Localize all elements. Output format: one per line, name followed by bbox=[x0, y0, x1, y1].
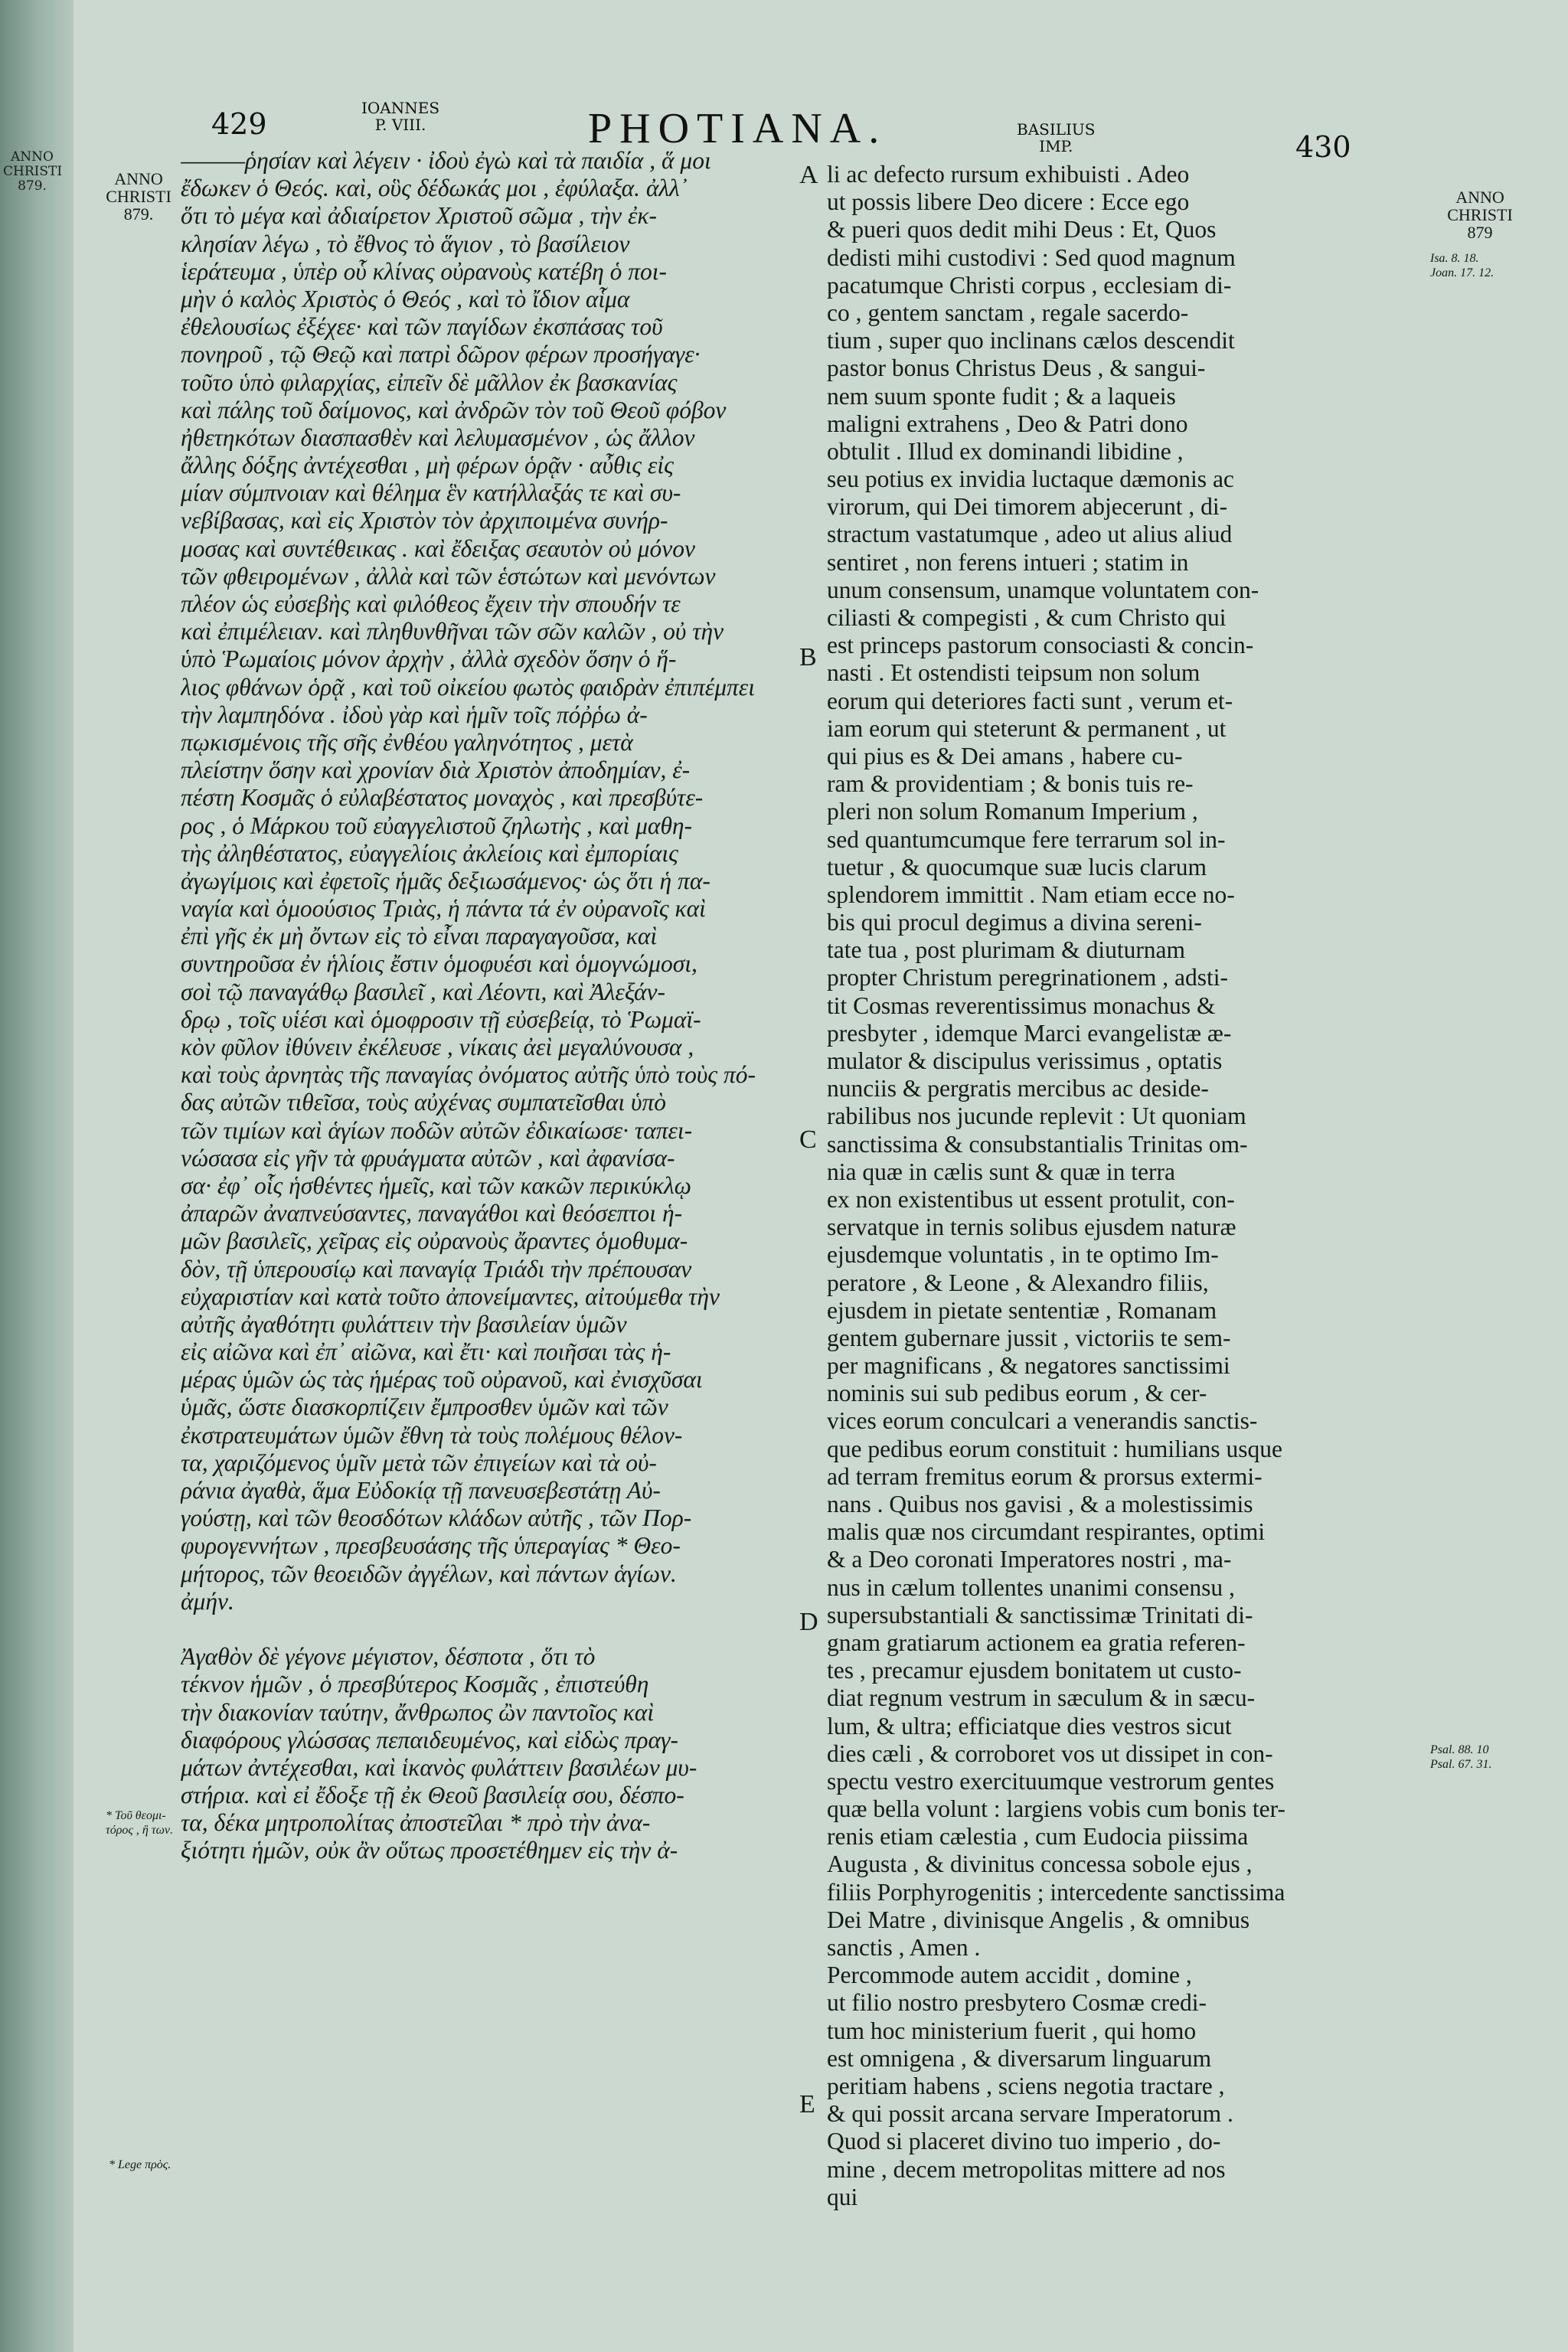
latin-text-line: nans . Quibus nos gavisi , & a molestissimis bbox=[827, 1491, 1253, 1517]
greek-text-line: ρος , ὁ Μάρκου τοῦ εὐαγγελιστοῦ ζηλωτὴς , καὶ μαθη- bbox=[181, 812, 693, 839]
greek-text-line: τὴς ἀληθέστατος, εὐαγγελίοις ἀκλείοις καὶ ἐμπορίαις bbox=[181, 839, 678, 867]
right-page-number: 430 bbox=[1295, 130, 1351, 164]
latin-text-line: spectu vestro exercituumque vestrorum gentes bbox=[827, 1767, 1275, 1795]
greek-text-line: συντηροῦσα ἐν ἡλίοις ἔστιν ὁμοφυέσι καὶ ὁμογνώμοσι, bbox=[181, 950, 697, 978]
note-line: τόρος , ἢ των. bbox=[106, 1824, 173, 1837]
latin-text-line: pastor bonus Christus Deus , & sangui- bbox=[827, 354, 1206, 382]
left-running-head bbox=[361, 100, 439, 133]
latin-text-line: li ac defecto rursum exhibuisti . Adeo bbox=[827, 161, 1190, 188]
latin-text-line: rabilibus nos jucunde replevit : Ut quoniam bbox=[827, 1102, 1246, 1130]
latin-text-line: sed quantumcumque fere terrarum sol in- bbox=[827, 825, 1226, 853]
latin-text-line: sanctissima & consubstantialis Trinitas om- bbox=[827, 1130, 1248, 1158]
greek-text-line: λιος φθάνων ὁρᾷ , καὶ τοῦ οἰκείου φωτὸς φαιδρὰν ἐπιπέμπει bbox=[181, 673, 755, 701]
greek-text-line: πέστη Κοσμᾶς ὁ εὐλαβέστατος μοναχὸς , καὶ πρεσβύτε- bbox=[181, 784, 704, 812]
latin-text-line: unum consensum, unamque voluntatem con- bbox=[827, 576, 1259, 603]
page-title: PHOTIANA. bbox=[588, 105, 887, 152]
ref-line: Isa. 8. 18. bbox=[1430, 252, 1479, 265]
latin-text-line: ex non existentibus ut essent protulit, con- bbox=[827, 1185, 1235, 1213]
latin-text-line: peritiam habens , sciens negotia tractare , bbox=[827, 2072, 1225, 2099]
latin-text-line: tium , super quo inclinans cælos descendit bbox=[827, 327, 1235, 354]
anno-line: ANNO bbox=[1455, 188, 1504, 207]
greek-text-line: ἀπαρῶν ἀναπνεύσαντες, παναγάθοι καὶ θεόσεπτοι ἡ- bbox=[181, 1200, 683, 1227]
greek-text-line: ἔδωκεν ὁ Θεός. καὶ, οὓς δέδωκάς μοι , ἐφύλαξα. ἀλλ᾿ bbox=[181, 175, 688, 202]
right-running-head bbox=[1017, 121, 1095, 155]
greek-text-line: πλείστην ὅσην καὶ χρονίαν διὰ Χριστὸν ἀποδημίαν, ἐ- bbox=[181, 756, 691, 784]
greek-text-line: νεβίβασας, καὶ εἰς Χριστὸν τὸν ἀρχιποιμένα συνήρ- bbox=[181, 507, 668, 534]
left-margin-note-2: * Lege πρὸς. bbox=[109, 2158, 172, 2171]
latin-text-line: seu potius ex invidia luctaque dæmonis ac bbox=[827, 466, 1234, 493]
latin-text-line: qui bbox=[827, 2183, 858, 2210]
greek-text-line: τοῦτο ὑπὸ φιλαρχίας, εἰπεῖν δὲ μᾶλλον ἐκ βασκανίας bbox=[181, 368, 678, 396]
greek-text-line: ———ῥησίαν καὶ λέγειν · ἰδοὺ ἐγὼ καὶ τὰ παιδία , ἅ μοι bbox=[181, 147, 711, 174]
latin-text-line: vices eorum conculcari a venerandis sanctis- bbox=[827, 1407, 1258, 1435]
latin-text-line: stractum vastatumque , adeo ut alius aliud bbox=[827, 521, 1233, 548]
latin-text-line: ejusdem in pietate sententiæ , Romanam bbox=[827, 1296, 1217, 1324]
latin-text-line: ut possis libere Deo dicere : Ecce ego bbox=[827, 188, 1190, 216]
right-margin-ref-1 bbox=[1430, 251, 1537, 280]
greek-text-line: ξιότητι ἡμῶν, οὐκ ἂν οὕτως προσετέθημεν εἰς τὴν ἀ- bbox=[181, 1837, 678, 1864]
greek-text-line: ἀμήν. bbox=[181, 1587, 234, 1615]
latin-text-line: sanctis , Amen . bbox=[827, 1934, 981, 1961]
greek-text-line: αὐτῆς ἀγαθότητι φυλάττειν τὴν βασιλείαν ὑμῶν bbox=[181, 1310, 627, 1338]
greek-text-line: πλέον ὡς εὐσεβὴς καὶ φιλόθεος ἔχειν τὴν σπουδήν τε bbox=[181, 590, 681, 617]
latin-text-line: bis qui procul degimus a divina sereni- bbox=[827, 909, 1202, 936]
ref-line: Psal. 88. 10 bbox=[1430, 1743, 1489, 1756]
prev-page-margin-anno bbox=[3, 150, 61, 194]
latin-text-line: tum hoc ministerium fuerit , qui homo bbox=[827, 2017, 1197, 2044]
latin-text-line: per magnificans , & negatores sanctissimi bbox=[827, 1352, 1230, 1380]
greek-text-line: ράνια ἀγαθὰ, ἅμα Εὐδοκίᾳ τῇ πανευσεβεστάτῃ Αὐ- bbox=[181, 1477, 661, 1504]
note-line: * Τοῦ θεομι- bbox=[106, 1809, 166, 1822]
latin-text-line: ciliasti & compegisti , & cum Christo qui bbox=[827, 604, 1227, 631]
latin-text-line: pleri non solum Romanum Imperium , bbox=[827, 798, 1198, 825]
latin-text-line: Percommode autem accidit , domine , bbox=[827, 1962, 1192, 1989]
greek-text-line: μίαν σύμπνοιαν καὶ θέλημα ἓν κατήλλαξάς τε καὶ συ- bbox=[181, 479, 681, 507]
greek-text-line: ἄλλης δόξης ἀντέχεσθαι , μὴ φέρων ὁρᾷν · αὖθις εἰς bbox=[181, 452, 674, 479]
latin-text-line: servatque in ternis solibus ejusdem naturæ bbox=[827, 1214, 1236, 1241]
section-letter: C bbox=[799, 1125, 817, 1154]
latin-text-line: virorum, qui Dei timorem abjecerunt , di- bbox=[827, 493, 1228, 521]
greek-text-line: τῶν τιμίων καὶ ἁγίων ποδῶν αὐτῶν ἐδικαίωσε· ταπει- bbox=[181, 1116, 693, 1144]
running-head-line: BASILIUS bbox=[1017, 120, 1096, 139]
greek-text-line: τῶν φθειρομένων , ἀλλὰ καὶ τῶν ἑστώτων καὶ μενόντων bbox=[181, 562, 716, 590]
latin-text-line: diat regnum vestrum in sæculum & in sæcu- bbox=[827, 1684, 1256, 1712]
latin-text-line: obtulit . Illud ex dominandi libidine , bbox=[827, 437, 1184, 465]
greek-text-line: μέρας ὑμῶν ὡς τὰς ἡμέρας τοῦ οὐρανοῦ, καὶ ἐνισχῦσαι bbox=[181, 1366, 703, 1393]
latin-text-line: ad terram fremitus eorum & prorsus extermi- bbox=[827, 1462, 1263, 1490]
latin-text-line: nasti . Et ostendisti teipsum non solum bbox=[827, 659, 1200, 687]
greek-text-line: εὐχαριστίαν καὶ κατὰ τοῦτο ἀπονείμαντες, αἰτούμεθα τὴν bbox=[181, 1282, 720, 1310]
greek-text-line: ἱεράτευμα , ὑπὲρ οὗ κλίνας οὐρανοὺς κατέβη ὁ ποι- bbox=[181, 257, 667, 285]
latin-text-line: filiis Porphyrogenitis ; intercedente sanctissima bbox=[827, 1878, 1285, 1906]
latin-text-line: maligni extrahens , Deo & Patri dono bbox=[827, 410, 1188, 437]
anno-line: ANNO bbox=[114, 169, 163, 188]
latin-text-line: ejusdemque voluntatis , in te optimo Im- bbox=[827, 1241, 1219, 1269]
greek-text-line: μὴν ὁ καλὸς Χριστὸς ὁ Θεός , καὶ τὸ ἴδιον αἷμα bbox=[181, 285, 630, 312]
greek-text-line: ἐπὶ γῆς ἐκ μὴ ὄντων εἰς τὸ εἶναι παραγαγοῦσα, καὶ bbox=[181, 923, 658, 950]
prev-anno-line: CHRISTI bbox=[3, 164, 63, 179]
latin-text-line: iam eorum qui steterunt & permanent , ut bbox=[827, 714, 1227, 742]
greek-text-line: ἐκστρατευμάτων ὑμῶν ἔθνη τὰ τοὺς πολέμους θέλον- bbox=[181, 1421, 683, 1449]
greek-text-line: μῶν βασιλεῖς, χεῖρας εἰς οὐρανοὺς ἄραντες ὁμοθυμα- bbox=[181, 1227, 688, 1255]
book-page bbox=[74, 0, 1568, 2352]
anno-line: 879. bbox=[123, 204, 154, 224]
latin-text-line: peratore , & Leone , & Alexandro filiis, bbox=[827, 1269, 1209, 1296]
latin-text-line: nominis sui sub pedibus eorum , & cer- bbox=[827, 1380, 1207, 1407]
greek-text-line: δρῳ , τοῖς υἱέσι καὶ ὁμοφροσιν τῇ εὐσεβείᾳ, τὸ Ῥωμαϊ- bbox=[181, 1005, 701, 1033]
prev-anno-line: ANNO bbox=[11, 149, 54, 165]
latin-text-line: nem suum sponte fudit ; & a laqueis bbox=[827, 382, 1176, 410]
anno-line: 879 bbox=[1467, 223, 1493, 242]
greek-text-line: τὴν διακονίαν ταύτην, ἄνθρωπος ὢν παντοῖος καὶ bbox=[181, 1698, 655, 1726]
section-letter: E bbox=[799, 2089, 815, 2118]
greek-text-line: σοὶ τῷ παναγάθῳ βασιλεῖ , καὶ Λέοντι, καὶ Ἀλεξάν- bbox=[181, 978, 666, 1005]
greek-text-line: κλησίαν λέγω , τὸ ἔθνος τὸ ἅγιον , τὸ βασίλειον bbox=[181, 230, 630, 257]
latin-text-line: ram & providentiam ; & bonis tuis re- bbox=[827, 770, 1194, 798]
anno-line: CHRISTI bbox=[106, 187, 172, 206]
greek-text-line: δὸν, τῇ ὑπερουσίῳ καὶ παναγίᾳ Τριάδι τὴν πρέπουσαν bbox=[181, 1255, 692, 1282]
latin-text-line: tit Cosmas reverentissimus monachus & bbox=[827, 991, 1216, 1019]
greek-text-column bbox=[181, 147, 854, 1865]
latin-text-line: pacatumque Christi corpus , ecclesiam di- bbox=[827, 271, 1232, 299]
latin-text-line: tes , precamur ejusdem bonitatem ut custo- bbox=[827, 1657, 1242, 1684]
greek-text-line: τα, δέκα μητροπολίτας ἀποστεῖλαι * πρὸ τὴν ἀνα- bbox=[181, 1809, 651, 1837]
latin-text-line: & a Deo coronati Imperatores nostri , ma- bbox=[827, 1546, 1232, 1573]
greek-text-line: ἐθελουσίως ἐξέχεε· καὶ τῶν παγίδων ἐκσπάσας τοῦ bbox=[181, 313, 663, 341]
left-margin-anno bbox=[96, 170, 181, 223]
latin-text-line: lum, & ultra; efficiatque dies vestros sicut bbox=[827, 1712, 1232, 1740]
latin-text-line: & pueri quos dedit mihi Deus : Et, Quos bbox=[827, 216, 1217, 243]
latin-text-line: dies cæli , & corroboret vos ut dissipet in con- bbox=[827, 1740, 1273, 1767]
paragraph-gap bbox=[181, 1615, 854, 1643]
greek-text-line: σα· ἐφ᾿ οἷς ἡσθέντες ἡμεῖς, καὶ τῶν κακῶν περικύκλῳ bbox=[181, 1171, 691, 1199]
greek-text-line: καὶ πάλης τοῦ δαίμονος, καὶ ἀνδρῶν τὸν τοῦ Θεοῦ φόβον bbox=[181, 396, 727, 423]
latin-text-line: nia quæ in cælis sunt & quæ in terra bbox=[827, 1158, 1175, 1185]
right-margin-ref-2 bbox=[1430, 1743, 1537, 1772]
latin-text-line: eorum qui deteriores facti sunt , verum et- bbox=[827, 687, 1233, 714]
greek-text-line: δας αὐτῶν τιθεῖσα, τοὺς αὐχένας συμπατεῖσθαι ὑπὸ bbox=[181, 1089, 666, 1116]
latin-text-line: nunciis & pergratis mercibus ac deside- bbox=[827, 1075, 1209, 1102]
greek-text-line: ὑμᾶς, ὥστε διασκορπίζειν ἔμπροσθεν ὑμῶν καὶ τῶν bbox=[181, 1393, 668, 1421]
running-head-line: P. VIII. bbox=[374, 116, 426, 134]
section-letter: B bbox=[799, 642, 817, 671]
latin-text-line: tuetur , & quocumque suæ lucis clarum bbox=[827, 853, 1207, 880]
latin-text-line: supersubstantiali & sanctissimæ Trinitati di- bbox=[827, 1601, 1253, 1628]
left-page-number: 429 bbox=[211, 107, 267, 141]
greek-text-line: κὸν φῦλον ἰθύνειν ἐκέλευσε , νίκαις ἀεὶ μεγαλύνουσα , bbox=[181, 1034, 694, 1060]
latin-text-line: Augusta , & divinitus concessa sobole ejus , bbox=[827, 1851, 1253, 1878]
greek-text-line: καὶ τοὺς ἀρνητὰς τῆς παναγίας ὀνόματος αὐτῆς ὑπὸ τοὺς πό- bbox=[181, 1061, 756, 1089]
greek-text-line: πῳκισμένοις τῆς σῆς ἐνθέου γαληνότητος , μετὰ bbox=[181, 728, 633, 756]
latin-text-line: Quod si placeret divino tuo imperio , do- bbox=[827, 2128, 1221, 2155]
latin-text-line: gnam gratiarum actionem ea gratia referen- bbox=[827, 1628, 1246, 1656]
running-head-line: IOANNES bbox=[361, 99, 440, 117]
left-page-edge bbox=[0, 0, 74, 2352]
greek-text-line: ἀγωγίμοις καὶ ἐφετοῖς ἡμᾶς δεξιωσάμενος· ὡς ὅτι ἡ πα- bbox=[181, 867, 710, 894]
greek-text-line: μοσας καὶ συντέθεικας . καὶ ἔδειξας σεαυτὸν οὐ μόνον bbox=[181, 534, 695, 562]
greek-text-line: νώσασα εἰς γῆν τὰ φρυάγματα αὐτῶν , καὶ ἀφανίσα- bbox=[181, 1144, 675, 1171]
greek-text-line: γούστῃ, καὶ τῶν θεοσδότων κλάδων αὐτῆς , τῶν Πορ- bbox=[181, 1504, 692, 1532]
greek-text-line: ὅτι τὸ μέγα καὶ ἀδιαίρετον Χριστοῦ σῶμα , τὴν ἐκ- bbox=[181, 202, 658, 230]
greek-text-line: τέκνον ἡμῶν , ὁ πρεσβύτερος Κοσμᾶς , ἐπιστεύθη bbox=[181, 1671, 649, 1698]
latin-text-line: dedisti mihi custodivi : Sed quod magnum bbox=[827, 243, 1236, 271]
greek-text-line: διαφόρους γλώσσας πεπαιδευμένος, καὶ εἰδὼς πραγ- bbox=[181, 1726, 678, 1753]
greek-text-line: μήτορος, τῶν θεοειδῶν ἀγγέλων, καὶ πάντων ἁγίων. bbox=[181, 1560, 677, 1587]
latin-text-line: est princeps pastorum consociasti & concin- bbox=[827, 632, 1254, 659]
latin-text-line: co , gentem sanctam , regale sacerdo- bbox=[827, 299, 1189, 326]
latin-text-line: malis quæ nos circumdant respirantes, optimi bbox=[827, 1518, 1266, 1546]
greek-text-line: ὑπὸ Ῥωμαίοις μόνον ἀρχὴν , ἀλλὰ σχεδὸν ὅσην ὁ ἥ- bbox=[181, 645, 677, 673]
latin-text-line: Dei Matre , divinisque Angelis , & omnibus bbox=[827, 1906, 1250, 1933]
greek-text-line: ναγία καὶ ὁμοούσιος Τριὰς, ἡ πάντα τά ἐν οὐρανοῖς καὶ bbox=[181, 895, 706, 923]
latin-text-line: renis etiam cælestia , cum Eudocia piissima bbox=[827, 1823, 1249, 1851]
ref-line: Joan. 17. 12. bbox=[1430, 266, 1494, 279]
section-letter: D bbox=[799, 1607, 818, 1636]
prev-anno-line: 879. bbox=[18, 178, 47, 194]
latin-text-line: propter Christum peregrinationem , adsti- bbox=[827, 964, 1228, 991]
latin-text-line: est omnigena , & diversarum linguarum bbox=[827, 2044, 1212, 2072]
latin-text-line: mine , decem metropolitas mittere ad nos bbox=[827, 2155, 1226, 2183]
greek-text-line: πονηροῦ , τῷ Θεῷ καὶ πατρὶ δῶρον φέρων προσήγαγε· bbox=[181, 341, 701, 368]
greek-text-line: μάτων ἀντέχεσθαι, καὶ ἱκανὸς φυλάττειν βασιλέων μυ- bbox=[181, 1753, 697, 1781]
greek-text-line: Ἀγαθὸν δὲ γέγονε μέγιστον, δέσποτα , ὅτι τὸ bbox=[181, 1643, 596, 1671]
latin-text-line: quæ bella volunt : largiens vobis cum bonis ter- bbox=[827, 1795, 1285, 1823]
section-letter: A bbox=[799, 161, 818, 189]
latin-text-line: splendorem immittit . Nam etiam ecce no- bbox=[827, 880, 1235, 908]
latin-text-line: qui pius es & Dei amans , habere cu- bbox=[827, 742, 1183, 769]
greek-text-line: τὴν λαμπηδόνα . ἰδοὺ γὰρ καὶ ἡμῖν τοῖς πόῤῥω ἀ- bbox=[181, 701, 648, 728]
latin-text-column bbox=[824, 161, 1427, 2211]
greek-text-line: εἰς αἰῶνα καὶ ἐπ᾿ αἰῶνα, καὶ ἔτι· καὶ ποιῆσαι τὰς ἡ- bbox=[181, 1338, 671, 1366]
anno-line: CHRISTI bbox=[1447, 205, 1513, 224]
latin-text-line: sentiret , non ferens intueri ; statim in bbox=[827, 548, 1189, 576]
latin-text-line: & qui possit arcana servare Imperatorum . bbox=[827, 2100, 1233, 2128]
latin-text-line: gentem gubernare jussit , victoriis te sem- bbox=[827, 1324, 1231, 1351]
latin-text-line: tate tua , post plurimam & diuturnam bbox=[827, 936, 1186, 964]
running-head-line: IMP. bbox=[1039, 137, 1073, 155]
left-margin-note-1 bbox=[106, 1808, 182, 1838]
latin-text-line: nus in cælum tollentes unanimi consensu , bbox=[827, 1573, 1235, 1601]
greek-text-line: καὶ ἐπιμέλειαν. καὶ πληθυνθῆναι τῶν σῶν καλῶν , οὐ τὴν bbox=[181, 618, 724, 645]
latin-text-line: ut filio nostro presbytero Cosmæ credi- bbox=[827, 1989, 1207, 2017]
right-margin-anno bbox=[1438, 188, 1522, 241]
latin-text-line: mulator & discipulus verissimus , optatis bbox=[827, 1047, 1223, 1074]
ref-line: Psal. 67. 31. bbox=[1430, 1758, 1492, 1771]
greek-text-line: τα, χαριζόμενος ὑμῖν μετὰ τῶν ἐπιγείων καὶ τὰ οὐ- bbox=[181, 1449, 657, 1476]
greek-text-line: ἠθετηκότων διασπασθὲν καὶ λελυμασμένον , ὡς ἄλλον bbox=[181, 423, 695, 451]
latin-text-line: presbyter , idemque Marci evangelistæ æ- bbox=[827, 1019, 1232, 1047]
greek-text-line: στήρια. καὶ εἰ ἔδοξε τῇ ἐκ Θεοῦ βασιλείᾳ σου, δέσπο- bbox=[181, 1782, 684, 1809]
greek-text-line: φυρογεννήτων , πρεσβευσάσης τῆς ὑπεραγίας * Θεο- bbox=[181, 1532, 681, 1560]
latin-text-line: que pedibus eorum constituit : humilians usque bbox=[827, 1435, 1282, 1462]
